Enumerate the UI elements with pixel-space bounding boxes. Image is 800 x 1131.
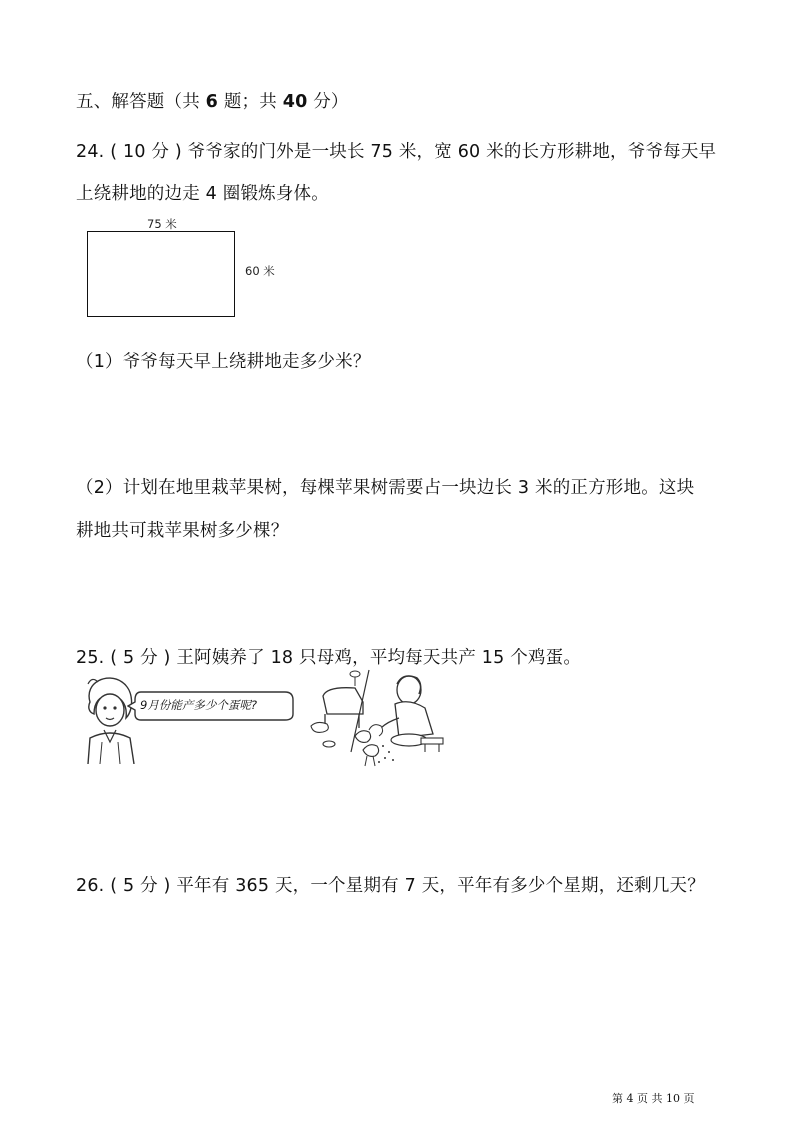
section-total-score: 40 (282, 92, 308, 112)
field-length-label: 75 米 (147, 217, 177, 231)
field-width-label: 60 米 (245, 264, 275, 278)
q24-part1: （1）爷爷每天早上绕耕地走多少米？ (76, 352, 371, 372)
farm-woman-feeding-chickens-illustration (303, 668, 449, 772)
page-number: 第 4 页 共 10 页 (612, 1092, 695, 1105)
speech-bubble-text: 9月份能产多少个蛋呢? (140, 698, 257, 712)
section-question-count: 6 (205, 92, 219, 112)
field-rectangle-diagram (87, 231, 235, 317)
section-heading-mid: 题；共 (218, 92, 283, 112)
q26-text: 26. ( 5 分 ) 平年有 365 天，一个星期有 7 天，平年有多少个星期，还剩几天？ (76, 876, 705, 896)
q24-text-line1: 24. ( 10 分 ) 爷爷家的门外是一块长 75 米，宽 60 米的长方形耕地，爷爷每天早 (76, 142, 717, 162)
section-heading-pre: 五、解答题（共 (76, 92, 206, 112)
section-heading-post: 分） (307, 92, 349, 112)
q24-part2-line1: （2）计划在地里栽苹果树，每棵苹果树需要占一块边长 3 米的正方形地。这块 (76, 478, 695, 498)
q25-text: 25. ( 5 分 ) 王阿姨养了 18 只母鸡，平均每天共产 15 个鸡蛋。 (76, 648, 582, 668)
q24-text-line2: 上绕耕地的边走 4 圈锻炼身体。 (76, 184, 329, 204)
section-heading (76, 88, 349, 113)
q24-part2-line2: 耕地共可栽苹果树多少棵？ (76, 521, 289, 541)
